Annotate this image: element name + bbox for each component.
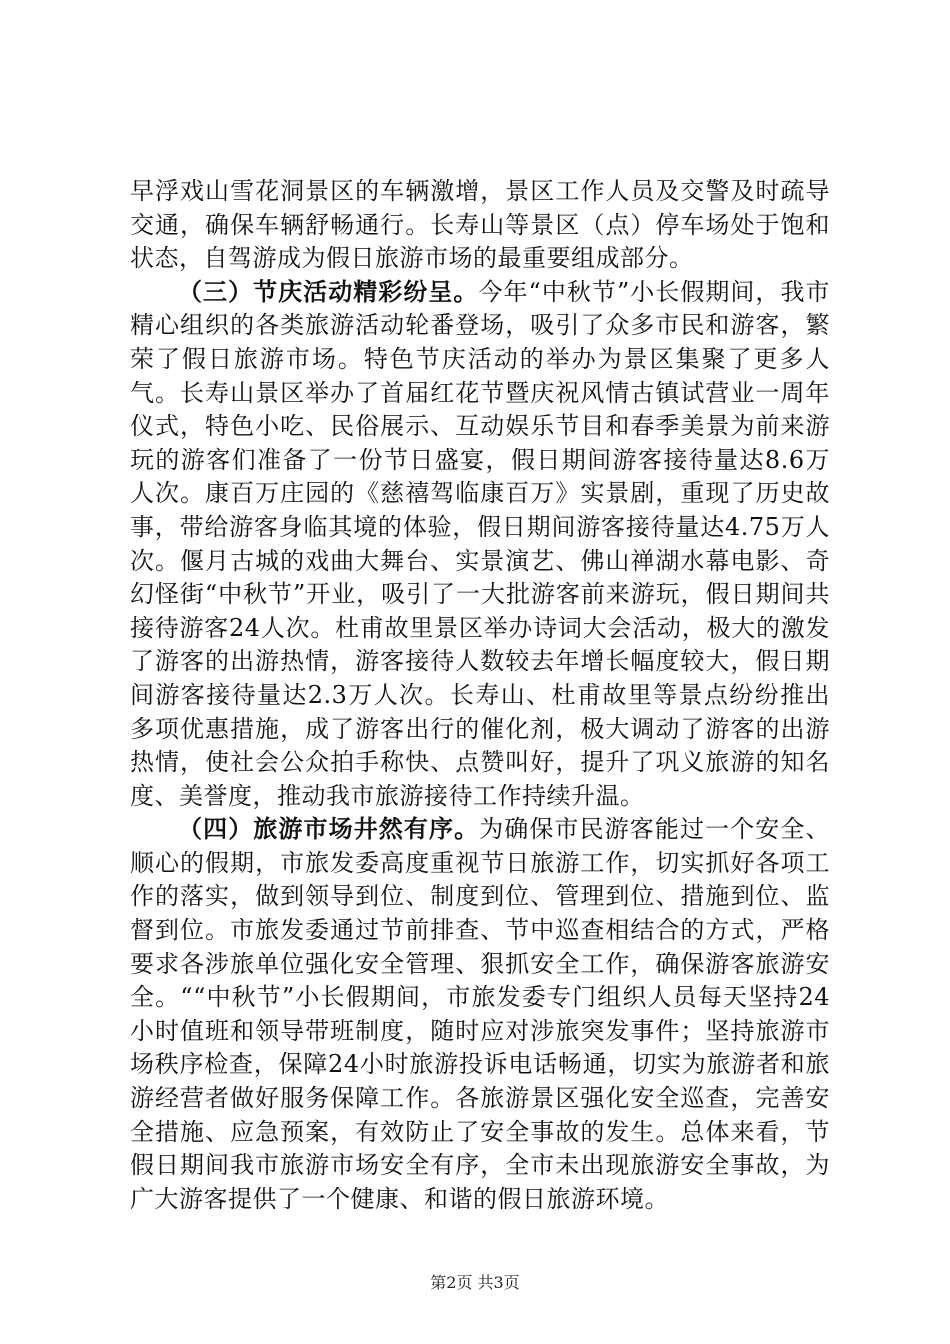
paragraph-festival-activities [130, 276, 830, 814]
section-heading-festival-activities: （三）节庆活动精彩纷呈。 [178, 277, 479, 306]
paragraph-text: 今年“中秋节”小长假期间，我市精心组织的各类旅游活动轮番登场，吸引了众多市民和游客，繁荣了假日旅游市场。特色节庆活动的举办为景区集聚了更多人气。长寿山景区举办了首届红花节暨庆祝风情古镇试营业一周年仪式，特色小吃、民俗展示、互动娱乐节目和春季美景为前来游玩的游客们准备了一份节日盛宴，假日期间游客接待量达8.6万人次。康百万庄园的《慈禧驾临康百万》实景剧，重现了历史故事，带给游客身临其境的体验，假日期间游客接待量达4.75万人次。偃月古城的戏曲大舞台、实景演艺、佛山禅湖水幕电影、奇幻怪街“中秋节”开业，吸引了一大批游客前来游玩，假日期间共接待游客24人次。杜甫故里景区举办诗词大会活动，极大的激发了游客的出游热情，游客接待人数较去年增长幅度较大，假日期间游客接待量达2.3万人次。长寿山、杜甫故里等景点纷纷推出多项优惠措施，成了游客出行的催化剂，极大调动了游客的出游热情，使社会公众拍手称快、点赞叫好，提升了巩义旅游的知名度、美誉度，推动我市旅游接待工作持续升温。 [130, 277, 831, 810]
page-footer: 第2页 共3页 [430, 1273, 520, 1292]
section-heading-market-order: （四）旅游市场井然有序。 [178, 815, 480, 844]
paragraph-text: 早浮戏山雪花洞景区的车辆激增，景区工作人员及交警及时疏导交通，确保车辆舒畅通行。长寿山等景区（点）停车场处于饱和状态，自驾游成为假日旅游市场的最重要组成部分。 [130, 177, 830, 273]
document-body [130, 175, 830, 1216]
paragraph-market-order [130, 813, 830, 1216]
paragraph-text: 为确保市民游客能过一个安全、顺心的假期，市旅发委高度重视节日旅游工作，切实抓好各项工作的落实，做到领导到位、制度到位、管理到位、措施到位、监督到位。市旅发委通过节前排查、节中巡查相结合的方式，严格要求各涉旅单位强化安全管理、狠抓安全工作，确保游客旅游安全。““中秋节”小长假期间，市旅发委专门组织人员每天坚持24小时值班和领导带班制度，随时应对涉旅突发事件；坚持旅游市场秩序检查，保障24小时旅游投诉电话畅通，切实为旅游者和旅游经营者做好服务保障工作。各旅游景区强化安全巡查，完善安全措施、应急预案，有效防止了安全事故的发生。总体来看，节假日期间我市旅游市场安全有序，全市未出现旅游安全事故，为广大游客提供了一个健康、和谐的假日旅游环境。 [130, 815, 831, 1213]
paragraph-continuation [130, 175, 830, 276]
